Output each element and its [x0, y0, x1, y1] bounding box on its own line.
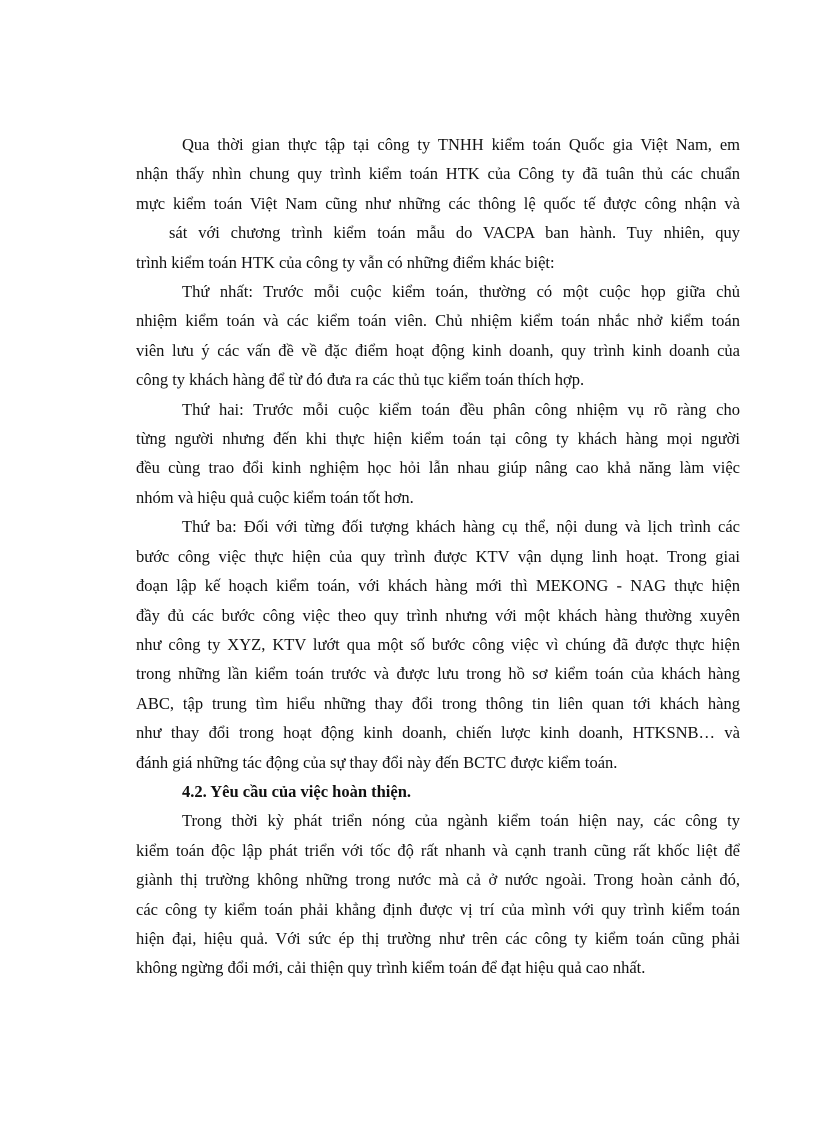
text-line: các công ty kiểm toán phải khẳng định được vị trí của mình với quy trình kiểm toán [136, 899, 740, 919]
paragraph-second-point [136, 395, 740, 513]
text-line: đoạn lập kế hoạch kiểm toán, với khách hàng mới thì MEKONG - NAG thực hiện [136, 576, 740, 596]
text-line: ABC, tập trung tìm hiểu những thay đổi trong thông tin liên quan tới khách hàng [136, 693, 740, 713]
text-line: nhận thấy nhìn chung quy trình kiểm toán HTK của Công ty đã tuân thủ các chuẩn [136, 164, 740, 184]
text-line: từng người nhưng đến khi thực hiện kiểm toán tại công ty khách hàng mọi người [136, 429, 740, 449]
text-line: Qua thời gian thực tập tại công ty TNHH kiểm toán Quốc gia Việt Nam, em [182, 135, 740, 154]
text-line: Trong thời kỳ phát triển nóng của ngành kiểm toán hiện nay, các công ty [182, 811, 740, 831]
paragraph-first-point [136, 277, 740, 395]
text-line: bước công việc thực hiện của quy trình được KTV vận dụng linh hoạt. Trong giai [136, 546, 740, 566]
paragraph-internship-overview [136, 130, 740, 277]
text-line: Thứ hai: Trước mỗi cuộc kiểm toán đều phân công nhiệm vụ rõ ràng cho [182, 399, 740, 419]
text-line: sát với chương trình kiểm toán mẫu do VACPA ban hành. Tuy nhiên, quy [169, 223, 740, 243]
text-line: Thứ nhất: Trước mỗi cuộc kiểm toán, thường có một cuộc họp giữa chủ [182, 282, 740, 302]
text-line: không ngừng đổi mới, cải thiện quy trình kiểm toán để đạt hiệu quả cao nhất. [136, 958, 646, 978]
text-line: nhiệm kiểm toán và các kiểm toán viên. Chủ nhiệm kiểm toán nhắc nhở kiểm toán [136, 311, 740, 331]
text-line: mực kiểm toán Việt Nam cũng như những các thông lệ quốc tế được công nhận và [136, 193, 740, 213]
text-line: viên lưu ý các vấn đề về đặc điểm hoạt động kinh doanh, quy trình kinh doanh của [136, 340, 740, 360]
text-line: công ty khách hàng để từ đó đưa ra các thủ tục kiểm toán thích hợp. [136, 370, 585, 390]
section-heading: 4.2. Yêu cầu của việc hoàn thiện. [182, 781, 412, 801]
text-line: đầy đủ các bước công việc theo quy trình nhưng với một khách hàng thường xuyên [136, 605, 740, 625]
text-line: nhóm và hiệu quả cuộc kiểm toán tốt hơn. [136, 487, 414, 507]
paragraph-completion-requirements [136, 806, 740, 982]
text-line: hiện đại, hiệu quả. Với sức ép thị trường như trên các công ty kiểm toán cũng phải [136, 928, 740, 948]
text-line: trong những lần kiểm toán trước và được lưu trong hồ sơ kiểm toán của khách hàng [136, 664, 740, 684]
document-body [136, 130, 740, 983]
paragraph-third-point [136, 512, 740, 777]
text-line: như thay đổi trong hoạt động kinh doanh, chiến lược kinh doanh, HTKSNB… và [136, 723, 740, 743]
text-line: Thứ ba: Đối với từng đối tượng khách hàng cụ thể, nội dung và lịch trình các [182, 517, 740, 537]
text-line: trình kiểm toán HTK của công ty vẫn có những điểm khác biệt: [136, 252, 555, 272]
text-line: kiểm toán độc lập phát triển với tốc độ rất nhanh và cạnh tranh cũng rất khốc liệt để [136, 840, 740, 860]
text-line: như công ty XYZ, KTV lướt qua một số bước công việc vì chúng đã được thực hiện [136, 634, 740, 654]
text-line: đánh giá những tác động của sự thay đổi này đến BCTC được kiểm toán. [136, 752, 618, 772]
text-line: đều cùng trao đổi kinh nghiệm học hỏi lẫn nhau giúp nâng cao khả năng làm việc [136, 458, 740, 478]
text-line: giành thị trường không những trong nước mà cả ở nước ngoài. Trong hoàn cảnh đó, [136, 870, 740, 890]
